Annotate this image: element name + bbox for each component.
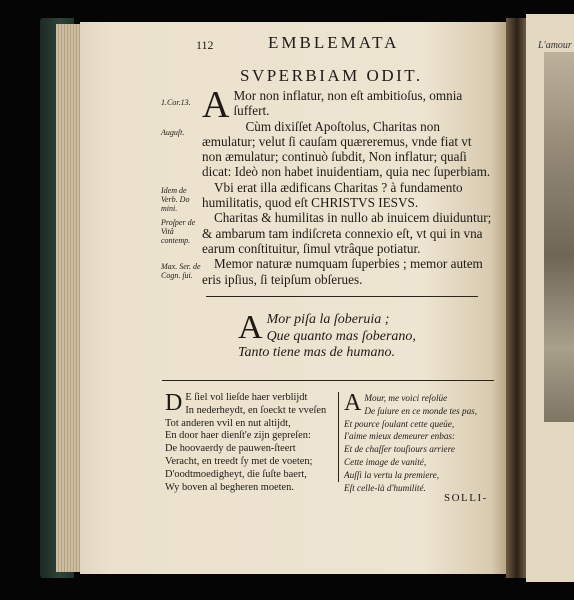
latin-paragraph: A Mor non inflatur, non eſt ambitioſus, omnia ſuffert.: [202, 84, 463, 126]
verse-line: D'oodtmoedigheyt, die ſuſte baert,: [165, 468, 307, 480]
drop-cap: A: [344, 390, 362, 416]
verse-line: En door haer dienſt'e zijn gepreſen:: [165, 430, 311, 442]
margin-note: 1.Cor.13.: [161, 98, 191, 107]
latin-paragraph: Charitas & humilitas in nullo ab inuicem diuiduntur; & ambarum tam indiſcreta connexio eſt, vt qui in vna earum conſtituitur, ſimul vtrâque potiatur.: [202, 210, 492, 256]
margin-note: Idem de Verb. Do mini.: [161, 186, 190, 213]
verse-line: Veracht, en treedt ſy met de voeten;: [165, 455, 313, 467]
latin-paragraph: Memor naturæ numquam ſuperbies ; memor autem eris ipſius, ſi teipſum obſerues.: [202, 256, 483, 287]
section-divider: [162, 380, 494, 381]
drop-cap: A: [202, 84, 230, 126]
verse-line: Et pource ſoulant cette queüe,: [344, 418, 455, 429]
verse-line: Et de chaſſer touſiours arriere: [344, 444, 455, 455]
verse-line: Cette image de vanité,: [344, 456, 427, 467]
verse-line: Mour, me voici reſolüe: [364, 393, 448, 403]
verse-line: E ſiel vol lieſde haer verblijdt: [185, 392, 308, 403]
drop-cap: A: [238, 309, 263, 346]
page-number: 112: [196, 38, 214, 52]
book-gutter: [506, 18, 528, 578]
verse-line: De ſuiure en ce monde tes pas,: [364, 405, 478, 416]
facing-page-caption: L'amour: [538, 40, 572, 51]
page-title: SVPERBIAM ODIT.: [240, 66, 423, 85]
margin-note: Max. Ser. de Cogn. ſui.: [161, 262, 201, 280]
catchword: SOLLI-: [444, 492, 488, 504]
latin-paragraph: Vbi erat illa ædificans Charitas ? à fundamento humilitatis, quod eſt CHRISTVS IESVS.: [202, 179, 463, 211]
verse-line: De hoovaerdy de pauwen-ſteert: [165, 443, 296, 455]
verse-line: Wy boven al begheren moeten.: [165, 481, 294, 493]
verse-line: Tanto tiene mas de humano.: [238, 345, 395, 360]
verse-line: I'aime mieux demeurer enbas:: [344, 431, 456, 442]
column-divider: [338, 392, 339, 482]
verse-line: Mor piſa la ſoberuia ;: [266, 312, 390, 327]
spanish-verse: [238, 309, 478, 362]
margin-note: Auguſt.: [161, 128, 185, 137]
verse-line: In nederheydt, en ſoeckt te vveſen: [185, 404, 327, 416]
verse-line: Auſſi la vertu la premiere,: [344, 469, 440, 480]
verse-line: Eſt celle-là d'humilité.: [344, 482, 426, 493]
latin-paragraph: Cùm dixiſſet Apoſtolus, Charitas non æmulatur; velut ſi cauſam quæreremus, vnde fiat vt non æmulatur; continuò ſubdit, Non inflatur; quaſi dicat: Ideò non habet inuidentiam, quia nec ſuperbiam.: [202, 118, 491, 180]
verse-line: Tot anderen vvil en nut altijdt,: [165, 417, 291, 429]
engraving-plate: [544, 52, 574, 422]
margin-note: Proſper de Vitâ contemp.: [161, 218, 196, 245]
drop-cap: D: [165, 390, 183, 416]
french-verse: [344, 392, 494, 494]
latin-text: [202, 84, 492, 287]
running-head: EMBLEMATA: [268, 33, 400, 52]
section-divider: [206, 296, 478, 297]
verse-line: Que quanto mas ſoberano,: [266, 328, 416, 344]
dutch-verse: [165, 392, 337, 494]
